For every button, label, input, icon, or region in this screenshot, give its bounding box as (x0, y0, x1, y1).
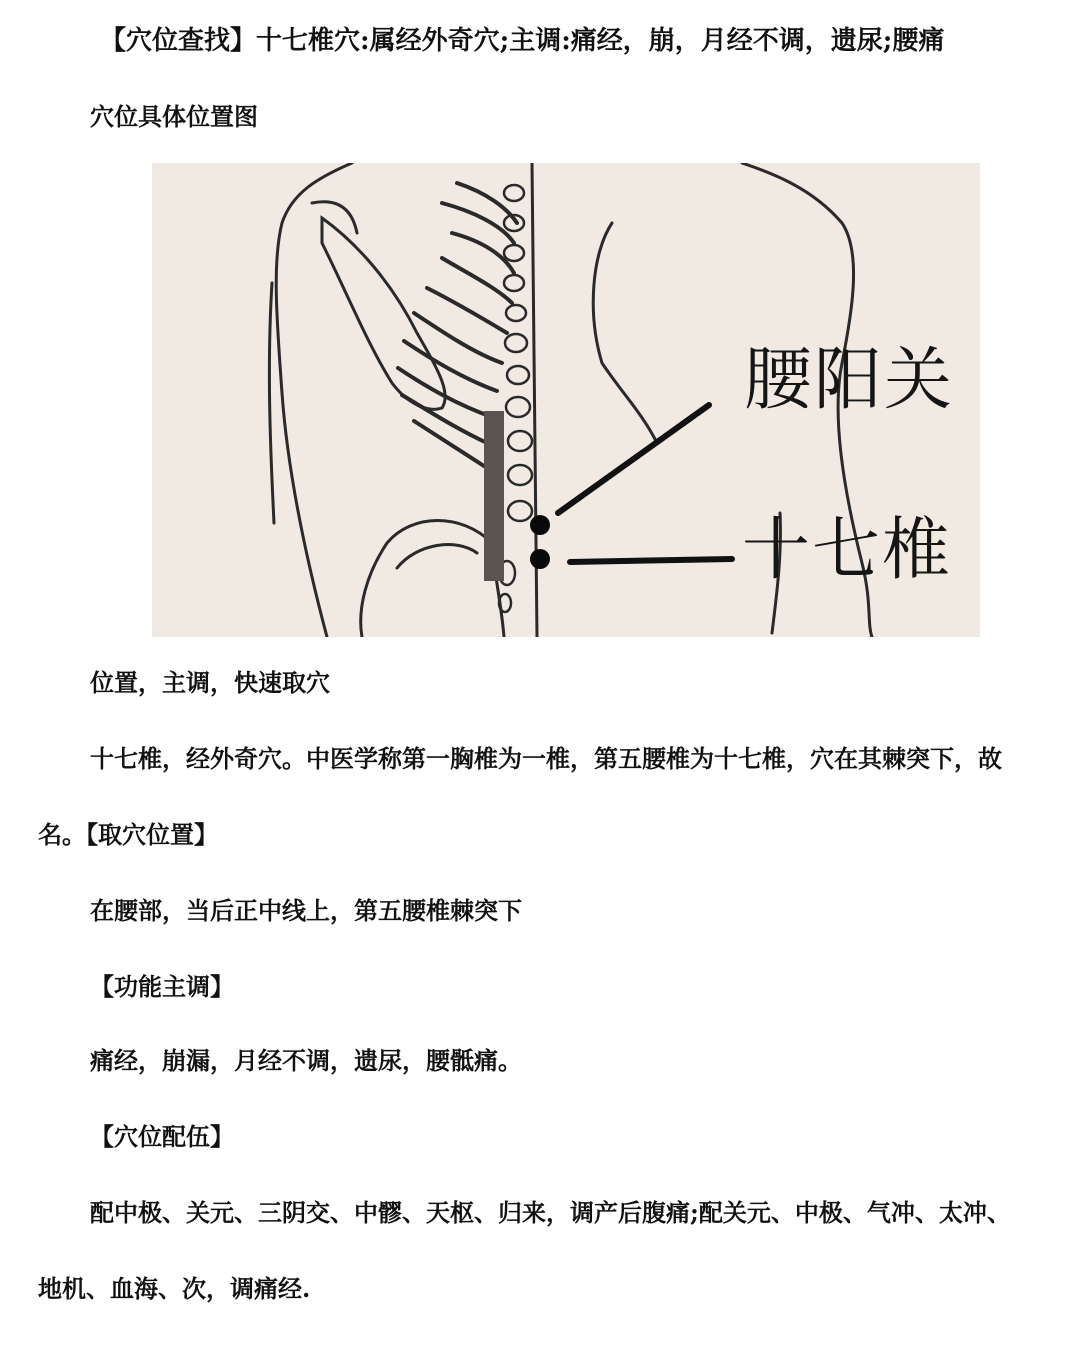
figure-heading: 穴位具体位置图 (90, 102, 258, 131)
paragraph-line: 在腰部，当后正中线上，第五腰椎棘突下 (90, 896, 522, 925)
section-heading: 【功能主调】 (90, 972, 234, 1001)
paragraph-line: 配中极、关元、三阴交、中髎、天枢、归来，调产后腹痛;配关元、中极、气冲、太冲、 (90, 1198, 1011, 1227)
acupoint-figure (152, 163, 980, 637)
shiqizhui-marker (530, 549, 550, 569)
yaoyangguan-marker (530, 515, 550, 535)
section-heading: 【穴位配伍】 (90, 1122, 234, 1151)
paragraph-line: 痛经，崩漏，月经不调，遗尿，腰骶痛。 (90, 1046, 522, 1075)
paragraph-line: 地机、血海、次，调痛经. (38, 1274, 311, 1303)
section-heading: 位置，主调，快速取穴 (90, 668, 330, 697)
paragraph-line: 十七椎，经外奇穴。中医学称第一胸椎为一椎，第五腰椎为十七椎，穴在其棘突下，故 (90, 744, 1002, 773)
paragraph-line: 名。【取穴位置】 (38, 820, 218, 849)
callout-shiqizhui: 十七椎 (742, 511, 953, 590)
page-title: 【穴位查找】十七椎穴:属经外奇穴;主调:痛经，崩，月经不调，遗尿;腰痛 (100, 26, 945, 56)
callout-yaoyangguan: 腰阳关 (744, 341, 955, 420)
